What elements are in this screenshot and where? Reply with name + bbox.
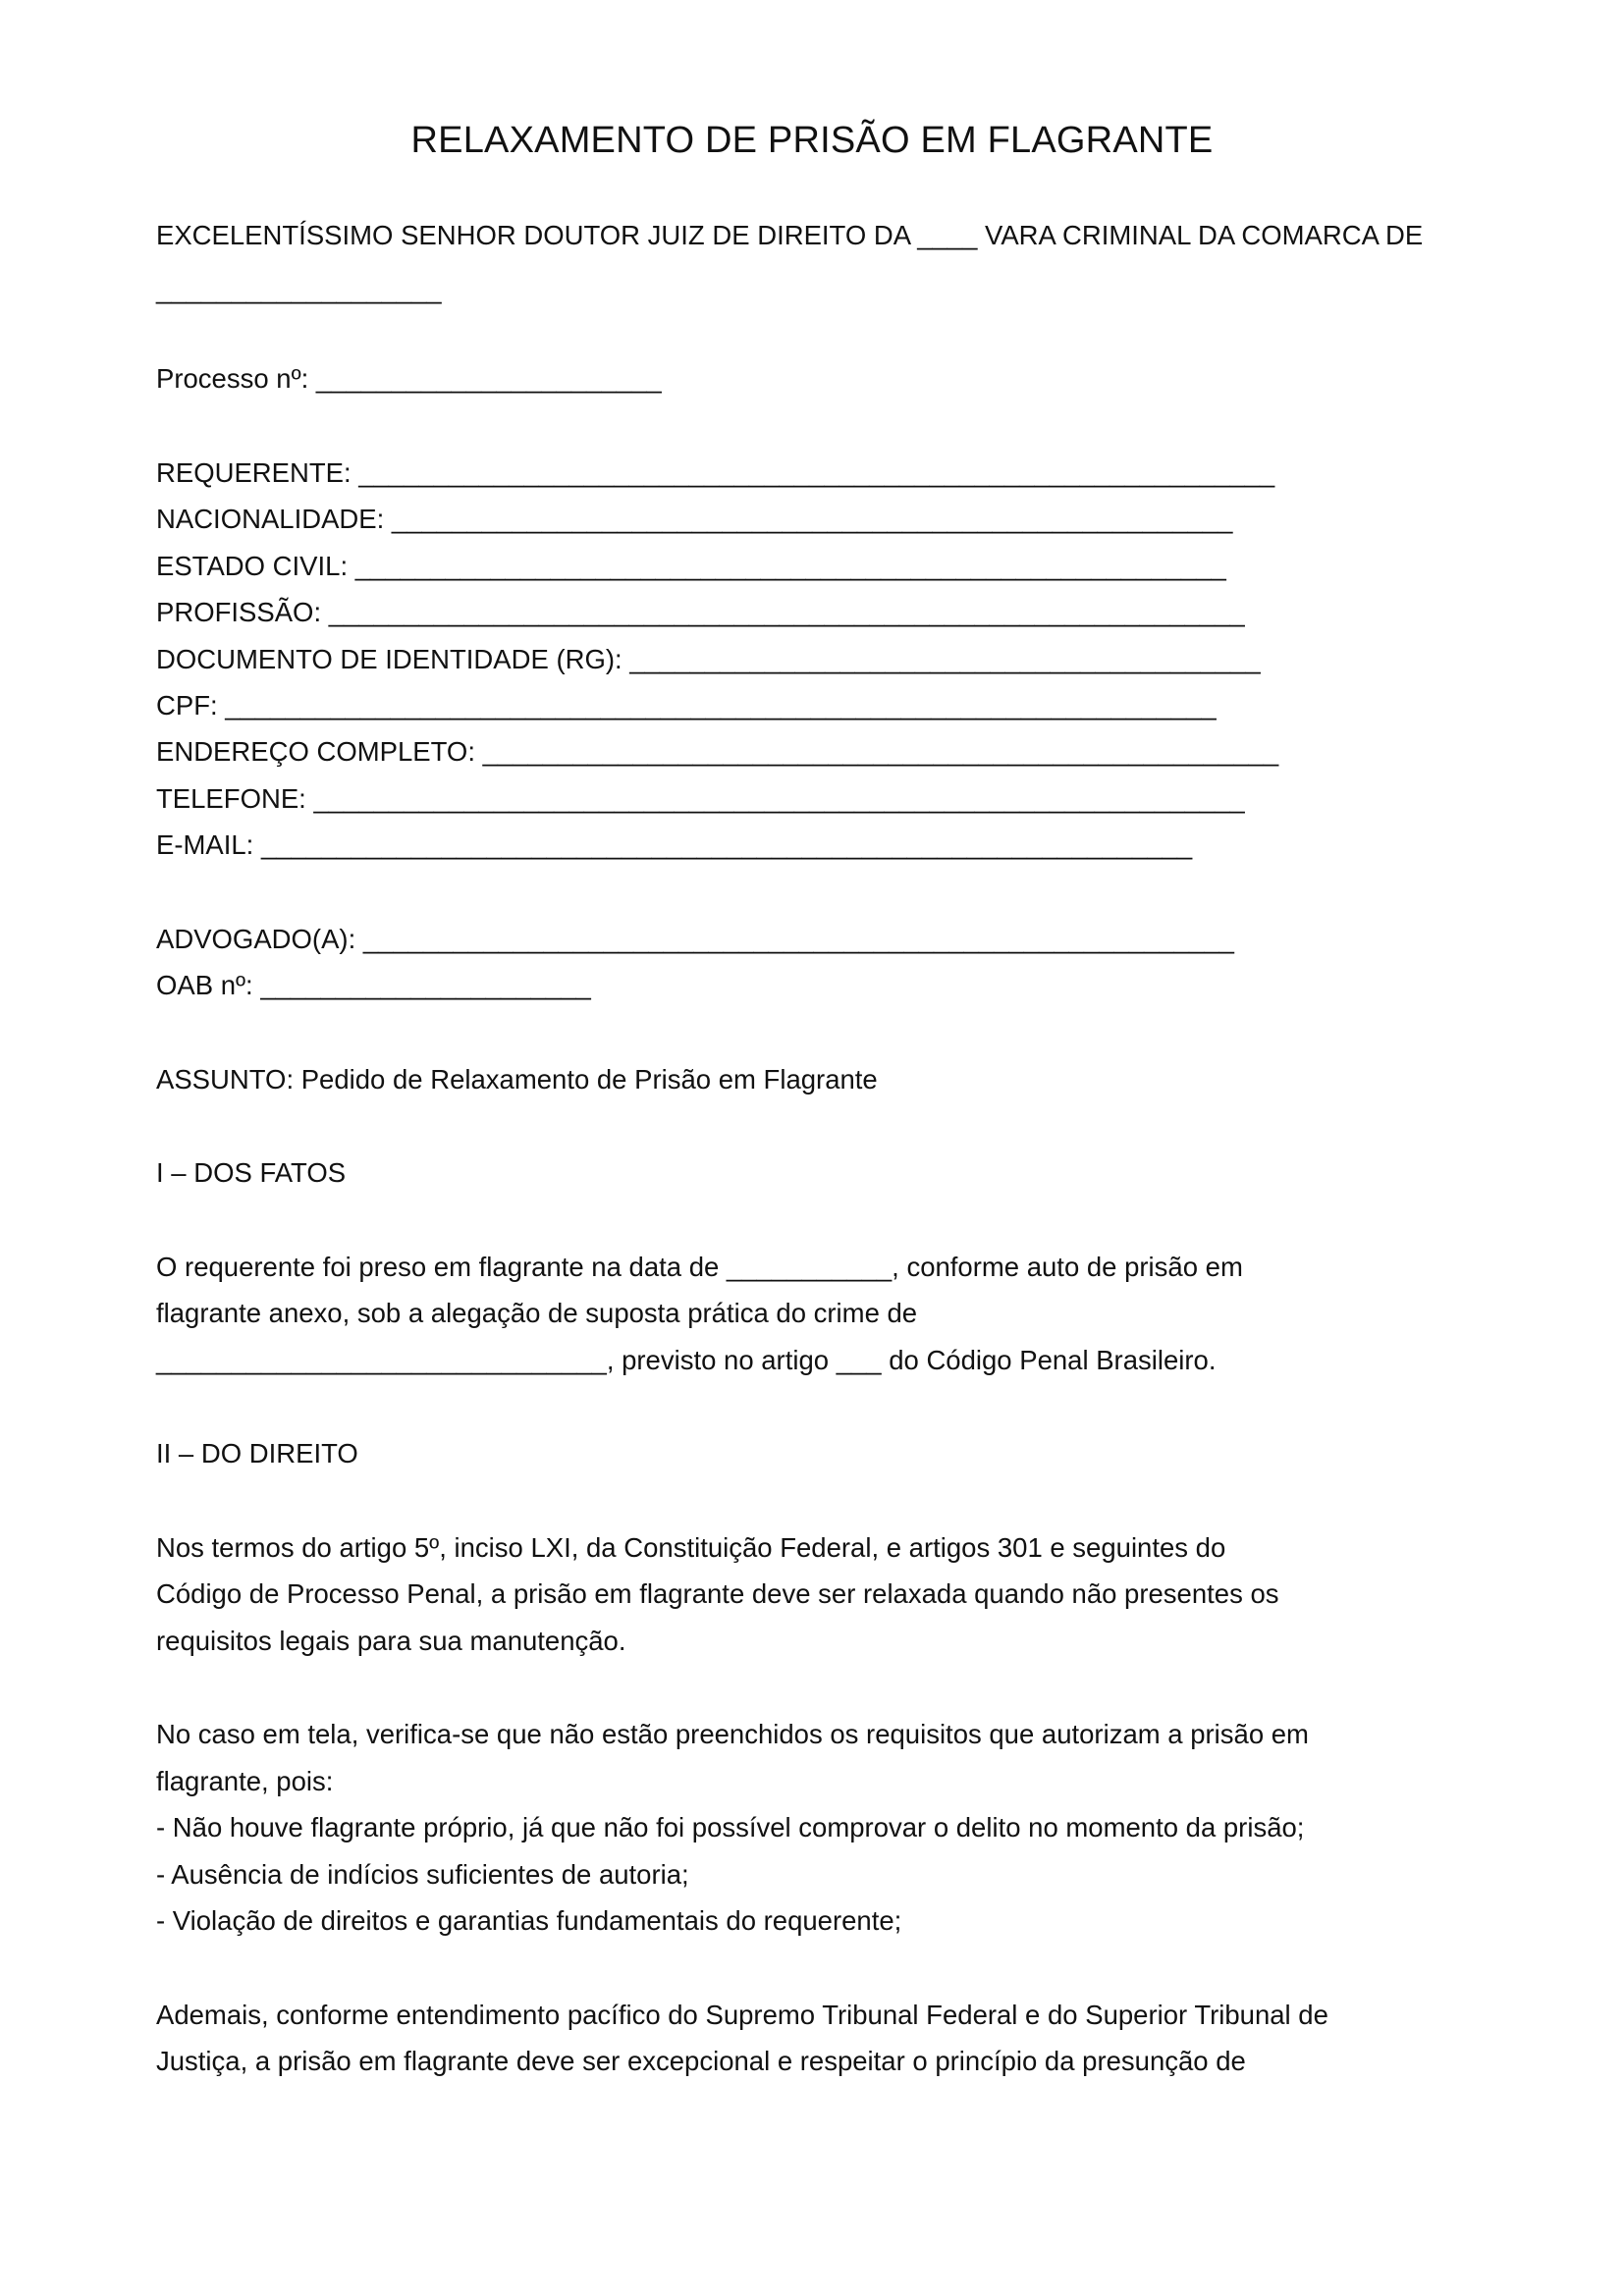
section-heading-fatos: I – DOS FATOS — [156, 1157, 347, 1188]
field-endereco: ENDEREÇO COMPLETO: _____________________________________________________ — [156, 736, 1279, 767]
paragraph-line: ______________________________, previsto no artigo ___ do Código Penal Brasileiro. — [156, 1345, 1217, 1375]
paragraph-line: Nos termos do artigo 5º, inciso LXI, da Constituição Federal, e artigos 301 e seguintes do — [156, 1532, 1226, 1563]
field-nacionalidade: NACIONALIDADE: ________________________________________________________ — [156, 504, 1233, 534]
paragraph-line: Código de Processo Penal, a prisão em flagrante deve ser relaxada quando não presentes os — [156, 1578, 1279, 1609]
document-title: RELAXAMENTO DE PRISÃO EM FLAGRANTE — [410, 120, 1214, 161]
field-estado-civil: ESTADO CIVIL: __________________________________________________________ — [156, 551, 1226, 581]
subject-line: ASSUNTO: Pedido de Relaxamento de Prisão em Flagrante — [156, 1064, 878, 1095]
paragraph-line: Ademais, conforme entendimento pacífico do Supremo Tribunal Federal e do Superior Tribunal de — [156, 2000, 1328, 2030]
field-advogado: ADVOGADO(A): __________________________________________________________ — [156, 924, 1234, 954]
addressee-line: EXCELENTÍSSIMO SENHOR DOUTOR JUIZ DE DIREITO DA ____ VARA CRIMINAL DA COMARCA DE — [156, 220, 1424, 250]
paragraph-line: flagrante anexo, sob a alegação de suposta prática do crime de — [156, 1298, 918, 1328]
list-item: - Ausência de indícios suficientes de autoria; — [156, 1859, 689, 1890]
paragraph-line: Justiça, a prisão em flagrante deve ser excepcional e respeitar o princípio da presunção de — [156, 2046, 1246, 2076]
addressee-blank-line: ___________________ — [156, 274, 442, 304]
paragraph-line: O requerente foi preso em flagrante na data de ___________, conforme auto de prisão em — [156, 1252, 1243, 1282]
field-documento-identidade: DOCUMENTO DE IDENTIDADE (RG): __________________________________________ — [156, 644, 1261, 674]
field-cpf: CPF: __________________________________________________________________ — [156, 690, 1217, 721]
paragraph-line: requisitos legais para sua manutenção. — [156, 1626, 626, 1656]
field-profissao: PROFISSÃO: _____________________________________________________________ — [156, 597, 1245, 627]
paragraph-line: flagrante, pois: — [156, 1766, 334, 1796]
process-number-line: Processo nº: _______________________ — [156, 363, 662, 394]
field-oab: OAB nº: ______________________ — [156, 970, 591, 1000]
section-heading-direito: II – DO DIREITO — [156, 1438, 358, 1468]
list-item: - Não houve flagrante próprio, já que não foi possível comprovar o delito no momento da prisão; — [156, 1812, 1305, 1842]
field-email: E-MAIL: ______________________________________________________________ — [156, 829, 1193, 860]
field-telefone: TELEFONE: ______________________________________________________________ — [156, 783, 1245, 814]
field-requerente: REQUERENTE: _____________________________________________________________ — [156, 457, 1275, 488]
paragraph-line: No caso em tela, verifica-se que não estão preenchidos os requisitos que autorizam a prisão em — [156, 1719, 1309, 1749]
list-item: - Violação de direitos e garantias fundamentais do requerente; — [156, 1905, 902, 1936]
